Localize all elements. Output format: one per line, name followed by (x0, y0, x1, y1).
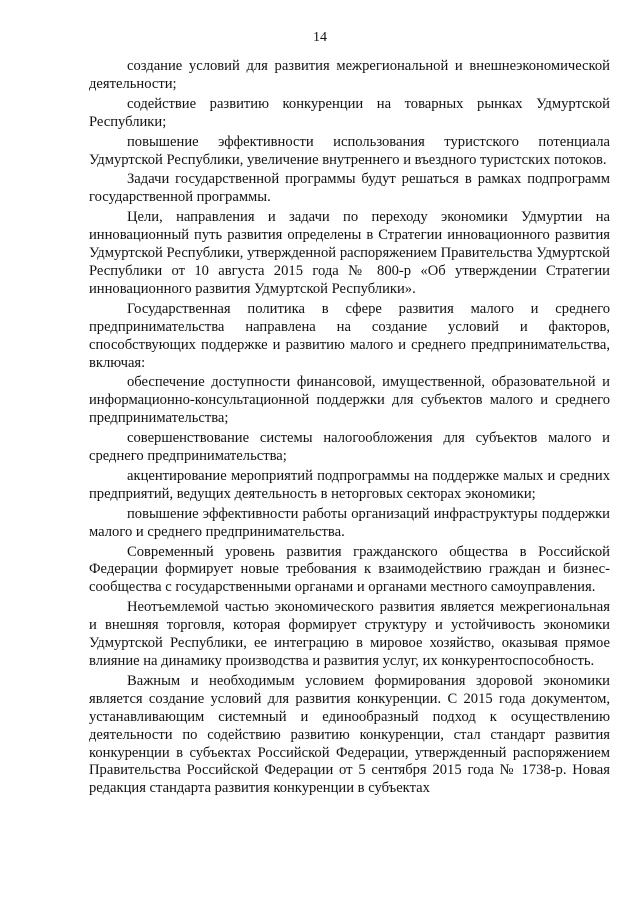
paragraph: содействие развитию конкуренции на товарных рынках Удмуртской Республики; (89, 95, 610, 130)
page-number: 14 (313, 30, 327, 45)
document-body (89, 58, 610, 800)
paragraph: Важным и необходимым условием формирования здоровой экономики является создание условий для развития конкуренции. С 2015 года документом, устанавливающим системный и единообразный подход к осуществлению деятельности по содействию развитию конкуренции, стал стандарт развития конкуренции в субъектах Российской Федерации, утвержденный распоряжением Правительства Российской Федерации от 5 сентября 2015 года № 1738-р. Новая редакция стандарта развития конкуренции в субъектах (89, 672, 610, 797)
paragraph: обеспечение доступности финансовой, имущественной, образовательной и информационно-консультационной поддержки для субъектов малого и среднего предпринимательства; (89, 374, 610, 427)
paragraph: Государственная политика в сфере развития малого и среднего предпринимательства направлена на создание условий и факторов, способствующих поддержке и развитию малого и среднего предпринимательства, включая: (89, 300, 610, 371)
paragraph: совершенствование системы налогообложения для субъектов малого и среднего предпринимательства; (89, 430, 610, 465)
paragraph: повышение эффективности работы организаций инфраструктуры поддержки малого и среднего предпринимательства. (89, 505, 610, 540)
paragraph: повышение эффективности использования туристского потенциала Удмуртской Республики, увеличение внутреннего и въездного туристских потоков. (89, 133, 610, 168)
paragraph: Неотъемлемой частью экономического развития является межрегиональная и внешняя торговля, которая формирует структуру и устойчивость экономики Удмуртской Республики, ее интеграцию в мировое хозяйство, оказывая прямое влияние на динамику производства и развития услуг, их конкурентоспособность. (89, 599, 610, 669)
paragraph: акцентирование мероприятий подпрограммы на поддержке малых и средних предприятий, ведущих деятельность в неторговых секторах экономики; (89, 467, 610, 502)
paragraph: Современный уровень развития гражданского общества в Российской Федерации формирует новые требования к взаимодействию граждан и бизнес-сообщества с государственными органами и органами местного самоуправления. (89, 543, 610, 596)
paragraph: Цели, направления и задачи по переходу экономики Удмуртии на инновационный путь развития определены в Стратегии инновационного развития Удмуртской Республики, утвержденной распоряжением Правительства Удмуртской Республики от 10 августа 2015 года № 800-р «Об утверждении Стратегии инновационного развития Удмуртской Республики». (89, 209, 610, 297)
paragraph: создание условий для развития межрегиональной и внешнеэкономической деятельности; (89, 58, 610, 92)
paragraph: Задачи государственной программы будут решаться в рамках подпрограмм государственной программы. (89, 171, 610, 206)
